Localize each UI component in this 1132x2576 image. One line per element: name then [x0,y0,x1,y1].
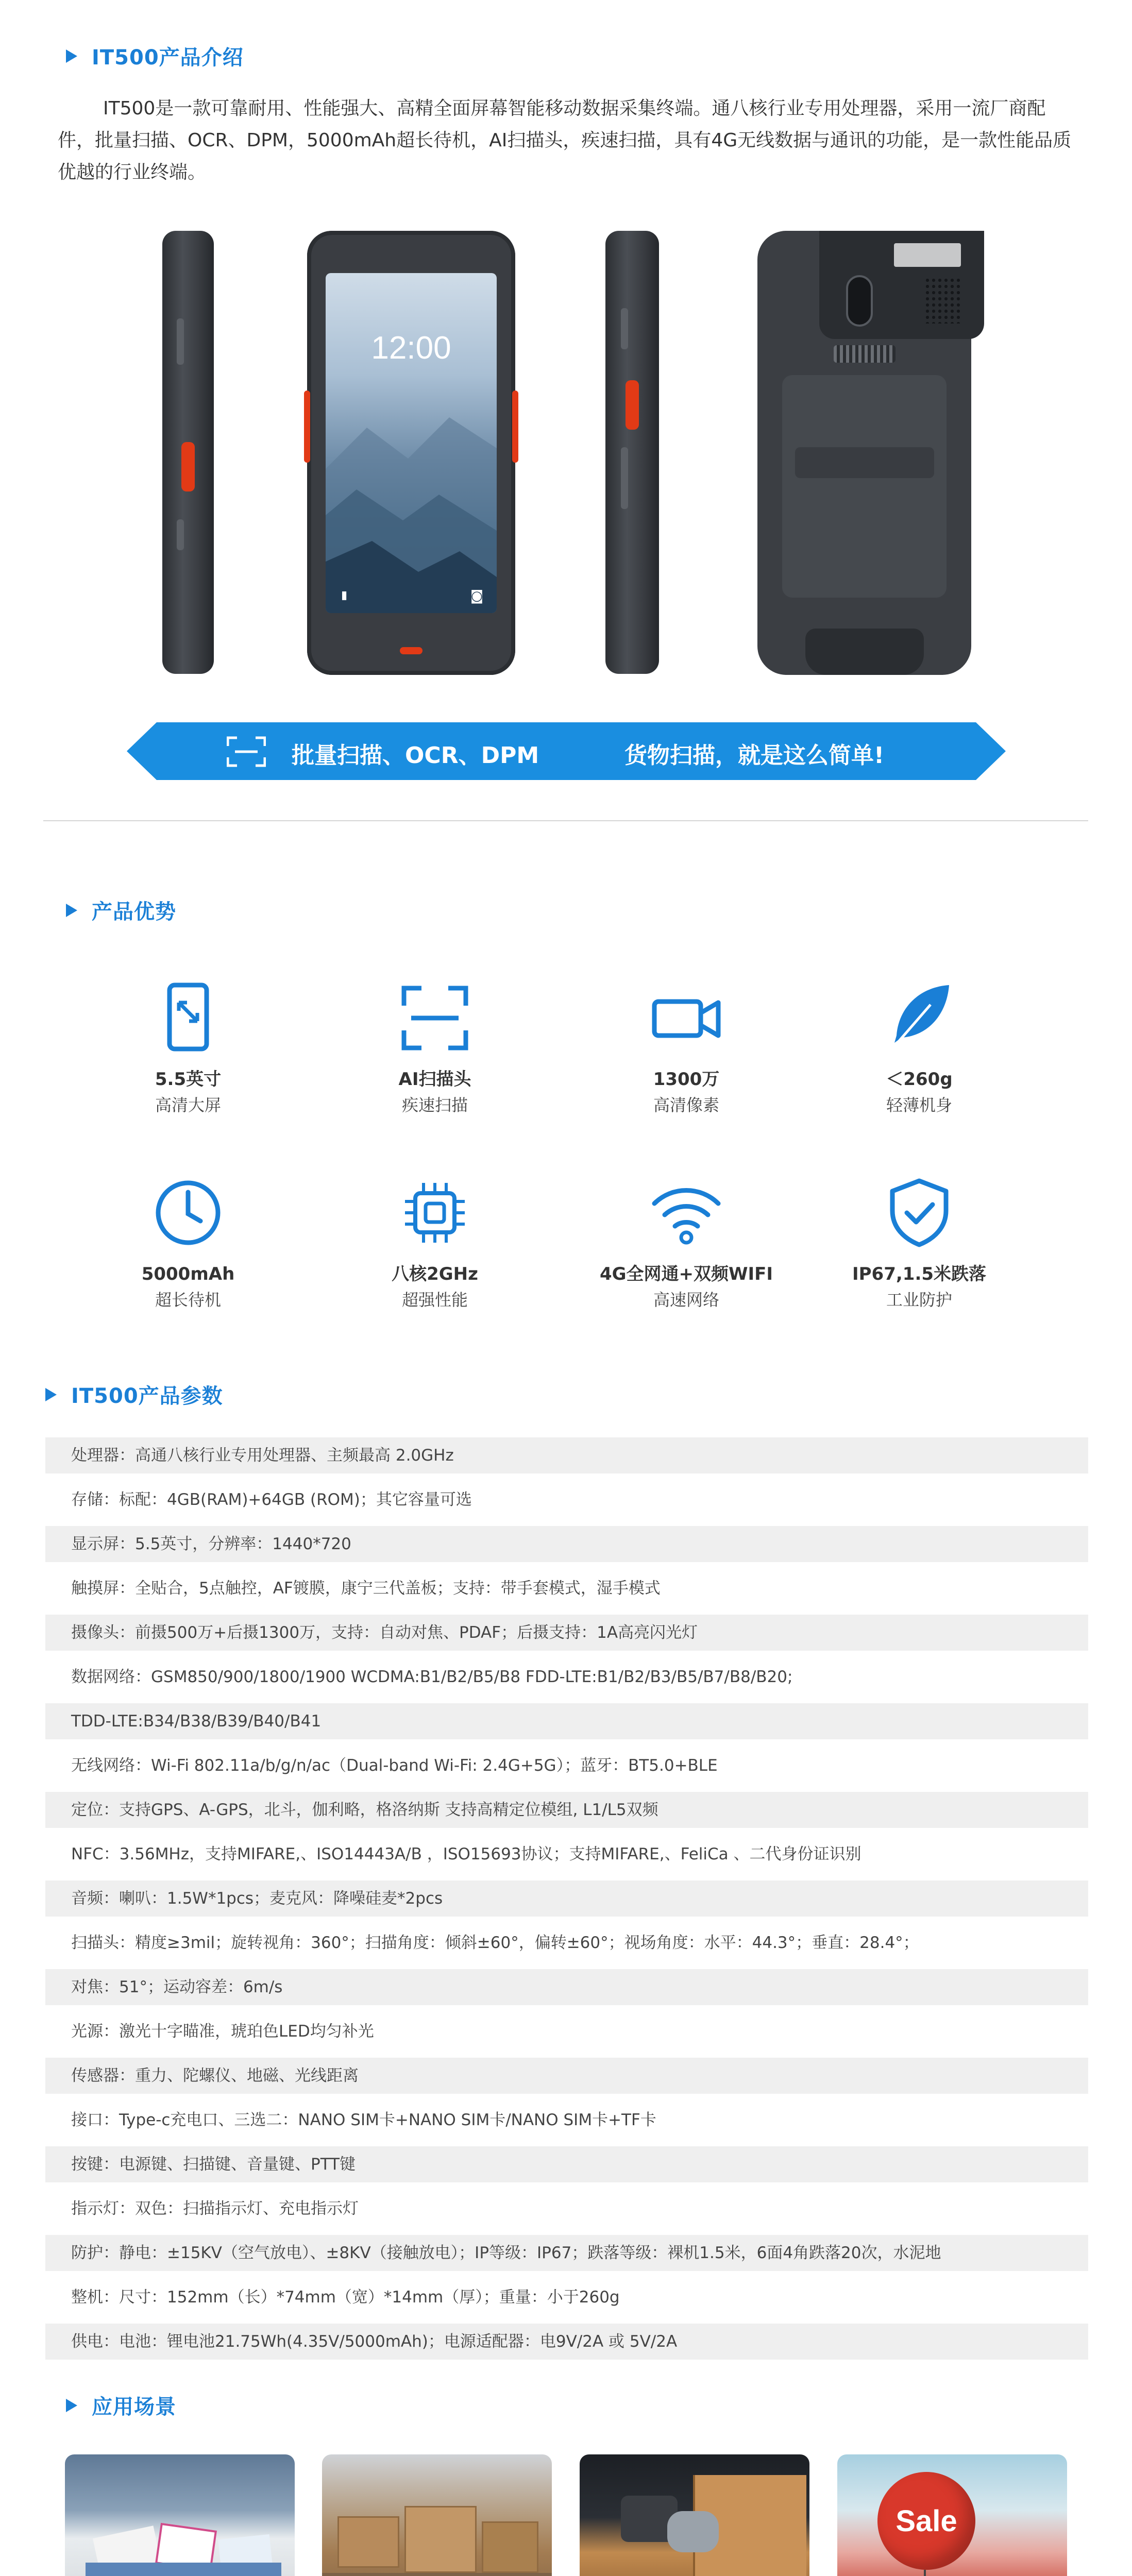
feature-item [95,982,281,1118]
feature-subtitle: 工业防护 [886,1290,952,1310]
param-row: NFC：3.56MHz，支持MIFARE,、ISO14443A/B ，ISO15693协议；支持MIFARE,、FeliCa 、二代身份证识别 [71,1845,861,1863]
param-row: 接口：Type-c充电口、三选二：NANO SIM卡+NANO SIM卡/NANO SIM卡+TF卡 [71,2111,656,2129]
sale-sign-text: Sale [896,2504,957,2538]
intro-heading [66,41,244,71]
clock-icon [152,1177,224,1249]
param-row: 光源：激光十字瞄准，琥珀色LED均匀补光 [71,2022,374,2041]
scenarios-heading-text: 应用场景 [92,2395,176,2419]
feature-title: 1300万 [653,1069,720,1090]
feature-item [594,1177,779,1313]
param-row: 防护：静电：±15KV（空气放电）、±8KV（接触放电）；IP等级：IP67；跌落等级：裸机1.5米，6面4角跌落20次，水泥地 [45,2235,1088,2271]
banner-text-right: 货物扫描，就是这么简单! [624,742,885,769]
advantages-heading-text: 产品优势 [92,900,176,924]
param-row: 触摸屏：全贴合，5点触控，AF镀膜，康宁三代盖板；支持：带手套模式，湿手模式 [71,1579,661,1598]
device-front-image [307,231,515,675]
feature-title: 5000mAh [141,1264,235,1284]
triangle-bullet-icon [66,49,77,63]
feature-title: IP67,1.5米跌落 [852,1264,987,1284]
feature-title: 5.5英寸 [155,1069,222,1090]
param-row: 传感器：重力、陀螺仪、地磁、光线距离 [45,2058,1088,2094]
scan-frame-icon [399,982,471,1054]
feature-item [95,1177,281,1313]
flashlight-icon[interactable]: ▮ [341,589,348,602]
scenario-card [580,2454,809,2576]
param-row: 对焦：51°；运动容差：6m/s [45,1969,1088,2005]
screen-size-icon [152,982,224,1054]
param-row: 音频：喇叭：1.5W*1pcs；麦克风：降噪硅麦*2pcs [45,1880,1088,1917]
wifi-icon [650,1177,722,1249]
param-row: TDD-LTE:B34/B38/B39/B40/B41 [45,1703,1088,1739]
rear-camera-icon [846,275,873,327]
params-heading-text: IT500产品参数 [71,1384,223,1408]
intro-paragraph: IT500是一款可靠耐用、性能强大、高精全面屏幕智能移动数据采集终端。通八核行业专用处理器，采用一流厂商配件，批量扫描、OCR、DPM，5000mAh超长待机，AI扫描头，疾速扫描，具有4G无线数据与通讯的功能，是一款性能品质优越的行业终端。 [58,98,1072,183]
device-back-image [757,231,971,675]
feature-subtitle: 高清大屏 [155,1095,221,1115]
feature-subtitle: 超强性能 [401,1290,468,1310]
feature-title: 八核2GHz [392,1264,478,1284]
feature-banner [157,722,976,780]
param-row: 扫描头：精度≥3mil；旋转视角：360°；扫描角度：倾斜±60°，偏转±60°；视场角度：水平：44.3°；垂直：28.4°； [71,1934,919,1952]
scenario-card [322,2454,552,2576]
banner-text-left: 批量扫描、OCR、DPM [292,742,539,769]
feature-item [826,1177,1012,1313]
camera-shortcut-icon[interactable]: ◙ [470,588,483,604]
device-left-side-image [162,231,214,674]
triangle-bullet-icon [66,904,77,917]
param-row: 无线网络：Wi-Fi 802.11a/b/g/n/ac（Dual-band Wi-Fi: 2.4G+5G）；蓝牙：BT5.0+BLE [71,1756,718,1775]
intro-heading-text: IT500产品介绍 [92,46,244,70]
retail-chain-photo [837,2454,1067,2576]
param-row: 处理器：高通八核行业专用处理器、主频最高 2.0GHz [45,1437,1088,1473]
param-row: 供电：电池：锂电池21.75Wh(4.35V/5000mAh)；电源适配器：电9V/2A 或 5V/2A [45,2324,1088,2360]
feature-item [594,982,779,1118]
shield-check-icon [883,1177,955,1249]
advantages-heading [66,895,176,925]
feature-subtitle: 疾速扫描 [401,1095,468,1115]
feature-subtitle: 高速网络 [653,1290,719,1310]
param-row: 按键：电源键、扫描键、音量键、PTT键 [45,2146,1088,2182]
triangle-bullet-icon [45,1388,57,1401]
feature-title: AI扫描头 [398,1069,471,1090]
scenario-card [65,2454,295,2576]
feature-title: 4G全网通+双频WIFI [599,1264,773,1284]
params-heading [45,1380,223,1409]
speaker-grill [924,277,960,324]
param-row: 数据网络：GSM850/900/1800/1900 WCDMA:B1/B2/B5/B8 FDD-LTE:B1/B2/B3/B5/B7/B8/B20; [71,1668,793,1686]
warehouse-logistics-photo [322,2454,552,2576]
feature-title: ＜260g [886,1069,953,1090]
device-right-side-image [605,231,659,674]
scan-frame-icon [227,736,266,768]
param-row: 存储：标配：4GB(RAM)+64GB (ROM)；其它容量可选 [71,1490,472,1509]
lockscreen-clock: 12:00 [371,330,451,366]
mountain-wallpaper [326,273,497,613]
param-row: 摄像头：前摄500万+后摄1300万，支持：自动对焦、PDAF；后摄支持：1A高亮闪光灯 [45,1615,1088,1651]
video-camera-icon [650,982,722,1054]
feature-item [342,982,528,1118]
feature-item [826,982,1012,1118]
feature-subtitle: 高清像素 [653,1095,719,1115]
param-row: 指示灯：双色：扫描指示灯、充电指示灯 [71,2199,359,2218]
param-row: 显示屏：5.5英寸，分辨率：1440*720 [45,1526,1088,1562]
express-logistics-photo [580,2454,809,2576]
section-divider [43,820,1088,821]
feature-subtitle: 轻薄机身 [886,1095,952,1115]
scenario-card [837,2454,1067,2576]
param-row: 定位：支持GPS、A-GPS，北斗，伽利略，格洛纳斯 支持高精定位模组, L1/L5双频 [45,1792,1088,1828]
triangle-bullet-icon [66,2399,77,2412]
chip-icon [399,1177,471,1249]
pharma-logistics-photo [65,2454,295,2576]
feature-subtitle: 超长待机 [155,1290,221,1310]
device-screen [326,273,497,613]
feature-item [342,1177,528,1313]
param-row: 整机：尺寸：152mm（长）*74mm（宽）*14mm（厚）；重量：小于260g [71,2288,620,2307]
scenarios-heading [66,2391,176,2420]
feather-icon [883,982,955,1054]
